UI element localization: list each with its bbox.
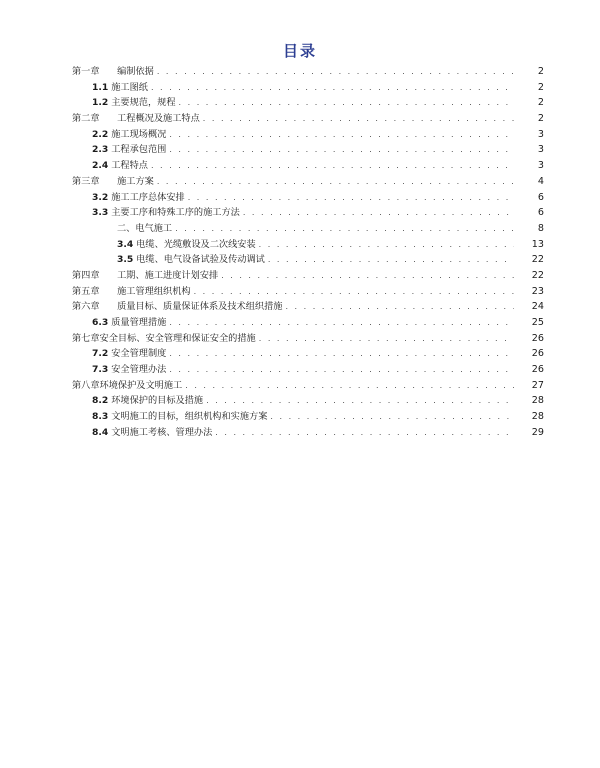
dot-leader [206,393,514,409]
toc-entry-number: 7.2 [92,348,109,360]
toc-entry-text: 施工工序总体安排 [111,191,185,203]
toc-entry-text: 安全管理办法 [111,364,167,376]
toc-entry[interactable] [0,174,600,190]
toc-entry-label [72,284,194,300]
toc-entry-label [72,174,157,190]
dot-leader [188,190,514,206]
dot-leader [169,346,514,362]
dot-leader [151,80,514,96]
toc-entry[interactable] [0,268,600,284]
toc-page-number: 28 [531,395,544,407]
toc-entry[interactable] [0,95,600,111]
table-of-contents [0,64,600,441]
dot-leader [157,174,514,190]
toc-entry-label [92,158,151,174]
toc-entry-text: 主要工序和特殊工序的施工方法 [111,207,240,219]
toc-entry[interactable] [0,142,600,158]
toc-page-number: 8 [537,222,544,234]
toc-entry[interactable] [0,127,600,143]
toc-page-number: 2 [537,113,544,125]
dot-leader [285,299,514,315]
dot-leader [157,64,514,80]
toc-entry[interactable] [0,315,600,331]
toc-entry[interactable] [0,237,600,253]
toc-entry-number: 2.2 [92,128,109,140]
toc-entry-text: 第三章 施工方案 [72,175,154,187]
toc-entry[interactable] [0,205,600,221]
toc-page-number: 3 [537,160,544,172]
toc-entry[interactable] [0,252,600,268]
toc-entry-text: 电缆、光缆敷设及二次线安装 [136,238,256,250]
toc-entry-label [92,142,169,158]
toc-entry-text: 施工图纸 [111,81,148,93]
toc-entry-number: 3.2 [92,191,109,203]
toc-entry[interactable] [0,190,600,206]
dot-leader [185,378,514,394]
toc-entry-label [72,268,221,284]
toc-entry-text: 环境保护的目标及措施 [111,395,204,407]
toc-page-number: 4 [537,175,544,187]
toc-entry-text: 文明施工考核、管理办法 [111,426,213,438]
dot-leader [270,409,514,425]
toc-page-number: 2 [537,66,544,77]
toc-entry-label [92,409,270,425]
toc-entry-label [72,299,285,315]
toc-entry[interactable] [0,111,600,127]
dot-leader [169,127,514,143]
toc-entry-text: 第一章 编制依据 [72,66,154,77]
dot-leader [175,221,514,237]
dot-leader [268,252,514,268]
toc-entry-label [92,95,179,111]
dot-leader [169,315,514,331]
toc-entry[interactable] [0,158,600,174]
toc-entry-label [92,127,169,143]
toc-entry[interactable] [0,425,600,441]
toc-entry-label [72,111,203,127]
toc-entry-text: 文明施工的目标，组织机构和实施方案 [111,411,268,423]
toc-entry-label [92,205,243,221]
toc-entry[interactable] [0,346,600,362]
dot-leader [194,284,514,300]
toc-page-number: 2 [537,97,544,109]
toc-entry-text: 主要规范，规程 [111,97,176,109]
dot-leader [169,362,514,378]
toc-entry-text: 工程特点 [111,160,148,172]
toc-entry-text: 施工现场概况 [111,128,167,140]
toc-entry[interactable] [0,221,600,237]
toc-entry-text: 安全管理制度 [111,348,167,360]
toc-entry[interactable] [0,284,600,300]
toc-entry-label [92,393,206,409]
toc-entry[interactable] [0,80,600,96]
toc-page-number: 23 [531,285,544,297]
toc-entry-text: 二、电气施工 [117,222,173,234]
dot-leader [203,111,514,127]
toc-entry-label [117,237,259,253]
toc-page-number: 26 [531,348,544,360]
toc-entry-number: 2.4 [92,160,109,172]
toc-entry[interactable] [0,64,600,80]
toc-page-number: 22 [531,269,544,281]
toc-page-number: 3 [537,144,544,156]
toc-entry-number: 3.5 [117,254,134,266]
toc-entry-text: 质量管理措施 [111,317,167,328]
toc-entry-text: 工程承包范围 [111,144,167,156]
toc-entry-number: 8.4 [92,426,109,438]
toc-entry-label [92,346,169,362]
dot-leader [179,95,514,111]
toc-entry-number: 7.3 [92,364,109,376]
toc-page-number: 26 [531,332,544,344]
toc-entry[interactable] [0,362,600,378]
toc-entry-text: 电缆、电气设备试验及传动调试 [136,254,265,266]
toc-page-number: 24 [531,301,544,313]
toc-entry-label [92,80,151,96]
toc-entry-number: 8.3 [92,411,109,423]
toc-entry-label [92,190,188,206]
toc-page-number: 13 [531,238,544,250]
toc-entry[interactable] [0,331,600,347]
toc-entry-text: 第四章 工期、施工进度计划安排 [72,269,219,281]
toc-page-number: 25 [531,317,544,328]
toc-entry-label [92,425,215,441]
toc-entry-number: 6.3 [92,317,109,328]
toc-entry-number: 3.4 [117,238,134,250]
dot-leader [259,237,514,253]
toc-entry-number: 3.3 [92,207,109,219]
toc-entry[interactable] [0,409,600,425]
toc-entry-label [92,362,169,378]
toc-entry-text: 第六章 质量目标、质量保证体系及技术组织措施 [72,301,283,313]
toc-page-number: 3 [537,128,544,140]
dot-leader [221,268,514,284]
toc-page-number: 6 [537,191,544,203]
dot-leader [169,142,514,158]
toc-page-number: 26 [531,364,544,376]
toc-entry[interactable] [0,378,600,394]
dot-leader [215,425,514,441]
toc-entry-label [72,378,185,394]
toc-page-number: 6 [537,207,544,219]
toc-entry-label [92,315,169,331]
toc-entry-text: 第五章 施工管理组织机构 [72,285,191,297]
toc-entry-label [117,221,175,237]
toc-entry[interactable] [0,393,600,409]
toc-entry-number: 1.1 [92,81,109,93]
toc-entry-number: 2.3 [92,144,109,156]
toc-page-number: 27 [531,379,544,391]
dot-leader [243,205,514,221]
toc-page-number: 28 [531,411,544,423]
toc-page-number: 29 [531,426,544,438]
toc-entry-text: 第八章环境保护及文明施工 [72,379,183,391]
toc-entry-label [117,252,268,268]
toc-entry-number: 8.2 [92,395,109,407]
toc-entry-label [72,331,259,347]
toc-entry-text: 第七章安全目标、安全管理和保证安全的措施 [72,332,256,344]
dot-leader [259,331,514,347]
toc-entry[interactable] [0,299,600,315]
toc-entry-number: 1.2 [92,97,109,109]
page-title: 目录 [282,42,317,60]
toc-entry-text: 第二章 工程概况及施工特点 [72,113,200,125]
toc-entry-label [72,64,157,80]
toc-page-number: 22 [531,254,544,266]
toc-page-number: 2 [537,81,544,93]
dot-leader [151,158,514,174]
